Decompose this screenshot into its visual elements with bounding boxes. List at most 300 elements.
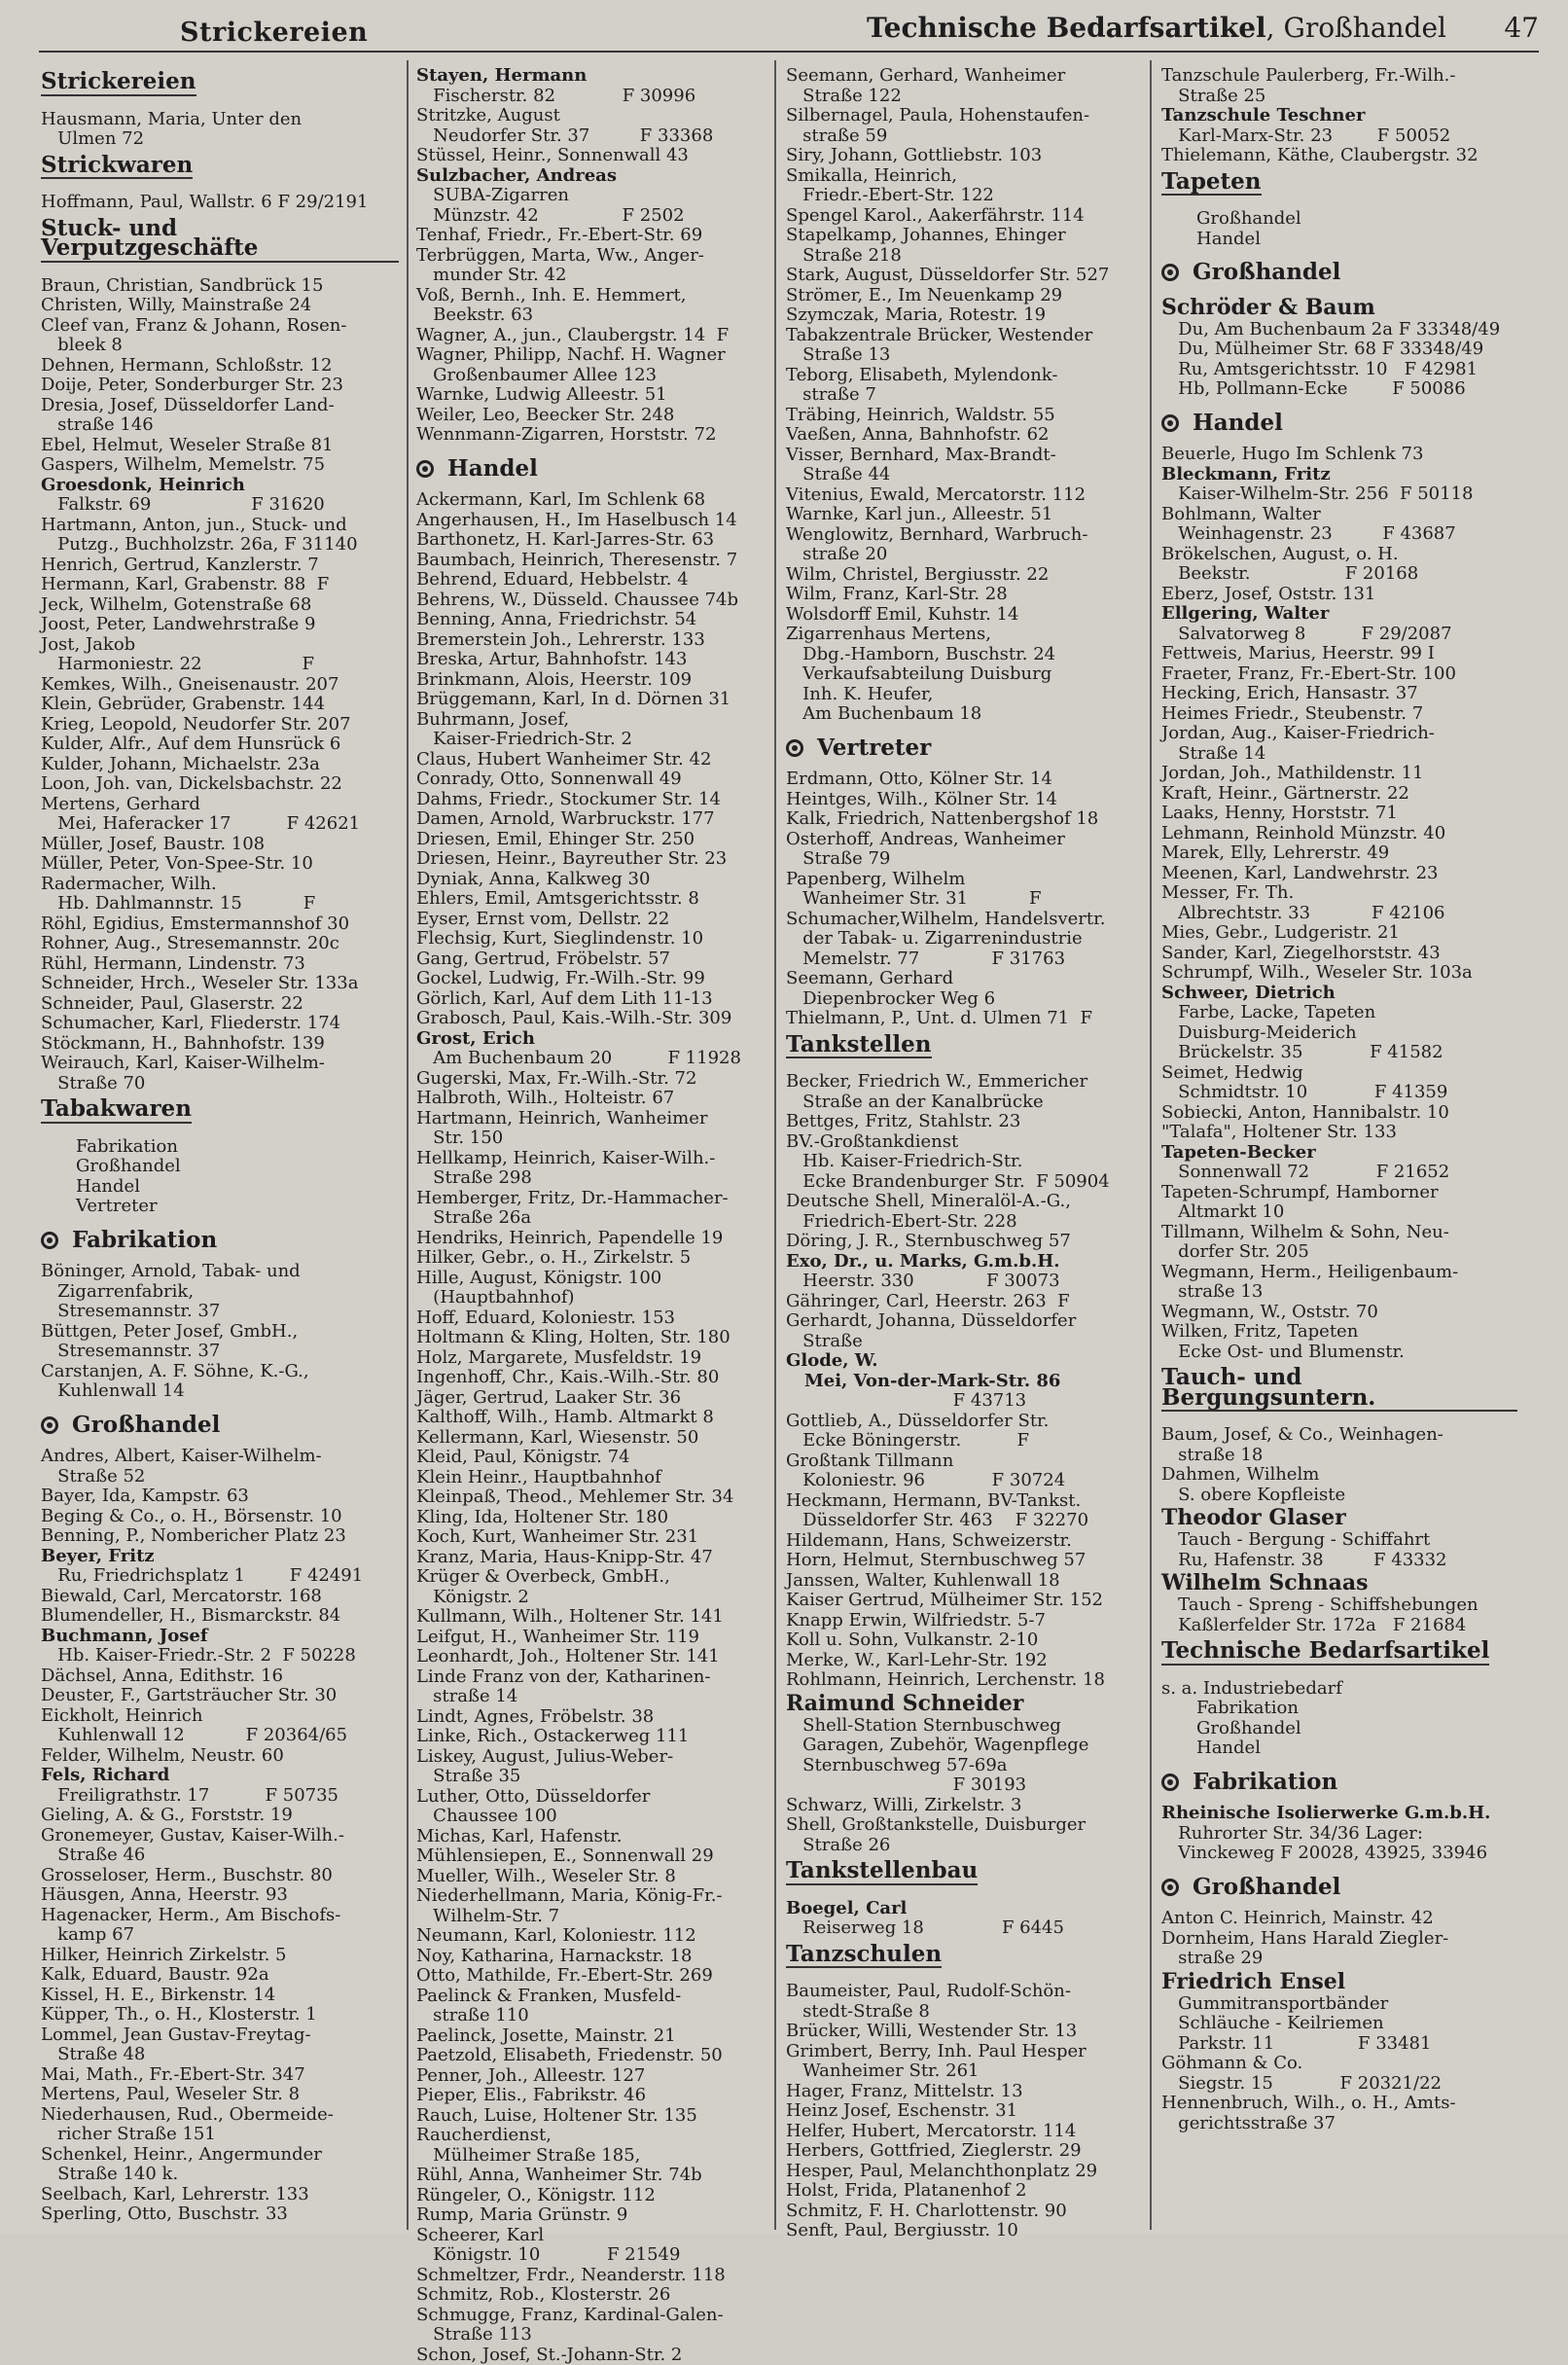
page-number: 47 — [1504, 12, 1539, 44]
subsection-label: Großhandel — [1193, 263, 1340, 283]
directory-entry: Tapeten-Becker — [1161, 1143, 1517, 1164]
directory-entry: Ehlers, Emil, Amtsgerichtsstr. 8 — [416, 889, 768, 910]
directory-entry: Schneider, Hrch., Weseler Str. 133a — [41, 974, 399, 994]
directory-entry: Leifgut, H., Wanheimer Str. 119 — [416, 1628, 768, 1648]
directory-entry: Heckmann, Hermann, BV-Tankst. Düsseldorfer Str. 463 F 32270 — [786, 1491, 1144, 1531]
directory-entry: Senft, Paul, Bergiusstr. 10 — [786, 2221, 1144, 2241]
directory-entry: Döring, J. R., Sternbuschweg 57 — [786, 1232, 1144, 1252]
directory-entry: Rüngeler, O., Königstr. 112 — [416, 2186, 768, 2206]
subsection-heading — [1161, 1773, 1517, 1793]
directory-entry: Marek, Elly, Lehrerstr. 49 — [1161, 843, 1517, 864]
directory-entry: Sonnenwall 72 F 21652 — [1161, 1163, 1517, 1183]
directory-entry: Brökelschen, August, o. H. Beekstr. F 20168 — [1161, 545, 1517, 585]
directory-entry: Wennmann-Zigarren, Horststr. 72 — [416, 425, 768, 446]
directory-entry: Tanzschule Paulerberg, Fr.-Wilh.- Straße 25 — [1161, 66, 1517, 106]
directory-entry: Shell-Station Sternbuschweg Garagen, Zubehör, Wagenpflege Sternbuschweg 57-69a F 30193 — [786, 1716, 1144, 1796]
directory-entry: Stüssel, Heinr., Sonnenwall 43 — [416, 146, 768, 166]
directory-entry: Dyniak, Anna, Kalkweg 30 — [416, 870, 768, 890]
directory-entry: Stapelkamp, Johannes, Ehinger Straße 218 — [786, 226, 1144, 266]
directory-entry: Warnke, Karl jun., Alleestr. 51 — [786, 505, 1144, 525]
directory-entry: Halbroth, Wilh., Holteistr. 67 — [416, 1089, 768, 1109]
directory-entry: Wolsdorff Emil, Kuhstr. 14 — [786, 605, 1144, 626]
category-list: Fabrikation Großhandel Handel Vertreter — [41, 1137, 399, 1217]
directory-entry: Stritzke, August Neudorfer Str. 37 F 33368 — [416, 106, 768, 146]
column-divider — [1150, 60, 1152, 2230]
directory-entry: Kalk, Eduard, Baustr. 92a — [41, 1965, 399, 1986]
directory-entry: Herbers, Gottfried, Zieglerstr. 29 — [786, 2141, 1144, 2162]
directory-entry: Conrady, Otto, Sonnenwall 49 — [416, 770, 768, 790]
directory-entry: Müller, Josef, Baustr. 108 — [41, 835, 399, 855]
directory-entry: Farbe, Lacke, Tapeten Duisburg-Meiderich Brückelstr. 35 F 41582 — [1161, 1003, 1517, 1063]
circle-dot-icon — [416, 460, 434, 478]
page-header — [39, 8, 1539, 53]
directory-entry: Felder, Wilhelm, Neustr. 60 — [41, 1746, 399, 1767]
directory-entry: Terbrüggen, Marta, Ww., Anger- munder Str. 42 — [416, 246, 768, 286]
section-heading-row — [1161, 1362, 1517, 1425]
directory-entry: Driesen, Heinr., Bayreuther Str. 23 — [416, 849, 768, 870]
section-heading-row — [786, 1855, 1144, 1899]
directory-entry: Glode, W. Mei, Von-der-Mark-Str. 86 — [786, 1351, 1144, 1391]
directory-entry: Tanzschule Teschner — [1161, 106, 1517, 126]
directory-entry: Ellgering, Walter — [1161, 604, 1517, 625]
directory-entry: Rohner, Aug., Stresemannstr. 20c — [41, 934, 399, 954]
directory-entry: Driesen, Emil, Ehinger Str. 250 — [416, 830, 768, 850]
section-heading: Tankstellen — [786, 1035, 932, 1059]
directory-entry: Friedrich Ensel — [1161, 1969, 1517, 1994]
directory-entry: Horn, Helmut, Sternbuschweg 57 — [786, 1551, 1144, 1571]
directory-entry: Niederhellmann, Maria, König-Fr.- Wilhelm-Str. 7 — [416, 1886, 768, 1926]
circle-dot-icon — [41, 1416, 58, 1434]
section-heading-row — [41, 213, 399, 276]
directory-entry: Am Buchenbaum 20 F 11928 — [416, 1049, 768, 1069]
directory-entry: Fraeter, Franz, Fr.-Ebert-Str. 100 — [1161, 664, 1517, 685]
directory-entry: Großtank Tillmann Koloniestr. 96 F 30724 — [786, 1451, 1144, 1491]
directory-entry: Michas, Karl, Hafenstr. — [416, 1827, 768, 1847]
directory-entry: Bremerstein Joh., Lehrerstr. 133 — [416, 630, 768, 651]
directory-entry: Schweer, Dietrich — [1161, 984, 1517, 1004]
directory-entry: Biewald, Carl, Mercatorstr. 168 — [41, 1587, 399, 1607]
directory-entry: Carstanjen, A. F. Söhne, K.-G., Kuhlenwall 14 — [41, 1362, 399, 1402]
directory-entry: Eyser, Ernst vom, Dellstr. 22 — [416, 910, 768, 930]
directory-entry: Wegmann, Herm., Heiligenbaum- straße 13 — [1161, 1263, 1517, 1303]
directory-entry: Papenberg, Wilhelm Wanheimer Str. 31 F — [786, 870, 1144, 910]
section-heading-row — [41, 150, 399, 194]
circle-dot-icon — [1161, 264, 1179, 281]
column-2 — [416, 66, 768, 2228]
directory-entry: Flechsig, Kurt, Sieglindenstr. 10 — [416, 929, 768, 950]
subsection-label: Großhandel — [72, 1415, 220, 1436]
directory-entry: Deutsche Shell, Mineralöl-A.-G., Friedrich-Ebert-Str. 228 — [786, 1192, 1144, 1232]
directory-entry: Eberz, Josef, Oststr. 131 — [1161, 585, 1517, 605]
directory-entry: Erdmann, Otto, Kölner Str. 14 — [786, 770, 1144, 790]
circle-dot-icon — [786, 739, 803, 757]
directory-entry: Neumann, Karl, Koloniestr. 112 — [416, 1926, 768, 1947]
directory-entry: Weirauch, Karl, Kaiser-Wilhelm- Straße 70 — [41, 1054, 399, 1093]
directory-entry: Cleef van, Franz & Johann, Rosen- bleek 8 — [41, 316, 399, 356]
directory-entry: Seimet, Hedwig Schmidtstr. 10 F 41359 — [1161, 1063, 1517, 1103]
directory-entry: Hb, Pollmann-Ecke F 50086 — [1161, 379, 1517, 400]
directory-entry: Theodor Glaser — [1161, 1505, 1517, 1530]
directory-entry: Hendriks, Heinrich, Papendelle 19 — [416, 1229, 768, 1249]
directory-entry: Tabakzentrale Brücker, Westender Straße 13 — [786, 326, 1144, 366]
directory-entry: Schmitz, Rob., Klosterstr. 26 — [416, 2285, 768, 2306]
subsection-heading — [786, 738, 1144, 759]
directory-entry: Linde Franz von der, Katharinen- straße 14 — [416, 1667, 768, 1707]
directory-entry: Exo, Dr., u. Marks, G.m.b.H. — [786, 1252, 1144, 1272]
directory-entry: Hilker, Heinrich Zirkelstr. 5 — [41, 1946, 399, 1966]
directory-entry: Koll u. Sohn, Vulkanstr. 2-10 — [786, 1630, 1144, 1651]
directory-entry: Mueller, Wilh., Weseler Str. 8 — [416, 1867, 768, 1887]
directory-entry: Tauch - Spreng - Schiffshebungen Kaßlerfelder Str. 172a F 21684 — [1161, 1595, 1517, 1635]
directory-entry: Thielmann, P., Unt. d. Ulmen 71 F — [786, 1009, 1144, 1029]
directory-entry: Fischerstr. 82 F 30996 — [416, 87, 768, 107]
directory-entry: Schmitz, F. H. Charlottenstr. 90 — [786, 2202, 1144, 2222]
directory-entry: Leonhardt, Joh., Holtener Str. 141 — [416, 1647, 768, 1667]
directory-entry: Hildemann, Hans, Schweizerstr. — [786, 1531, 1144, 1552]
directory-entry: Doije, Peter, Sonderburger Str. 23 — [41, 376, 399, 396]
directory-entry: Kraft, Heinr., Gärtnerstr. 22 — [1161, 784, 1517, 805]
subsection-label: Vertreter — [817, 738, 931, 759]
directory-entry: Jost, Jakob Harmoniestr. 22 F — [41, 635, 399, 675]
directory-entry: Jordan, Aug., Kaiser-Friedrich- Straße 14 — [1161, 724, 1517, 764]
directory-entry: Liskey, August, Julius-Weber- Straße 35 — [416, 1747, 768, 1787]
directory-entry: Fettweis, Marius, Heerstr. 99 I — [1161, 644, 1517, 664]
directory-entry: Rheinische Isolierwerke G.m.b.H. — [1161, 1804, 1517, 1824]
directory-entry: Schröder & Baum — [1161, 295, 1517, 320]
directory-entry: Kalthoff, Wilh., Hamb. Altmarkt 8 — [416, 1408, 768, 1428]
section-heading: Stuck- und Verputzgeschäfte — [41, 219, 399, 263]
directory-entry: Hartmann, Anton, jun., Stuck- und Putzg., Buchholzstr. 26a, F 31140 — [41, 516, 399, 555]
directory-entry: Heimes Friedr., Steubenstr. 7 — [1161, 704, 1517, 725]
directory-entry: Hemberger, Fritz, Dr.-Hammacher- Straße 26a — [416, 1189, 768, 1229]
directory-entry: Spengel Karol., Aakerfährstr. 114 — [786, 206, 1144, 227]
directory-entry: Dahmen, Wilhelm S. obere Kopfleiste — [1161, 1465, 1517, 1505]
directory-entry: Grimbert, Berry, Inh. Paul Hesper Wanheimer Str. 261 — [786, 2042, 1144, 2082]
subsection-heading — [1161, 413, 1517, 434]
directory-entry: Radermacher, Wilh. Hb. Dahlmannstr. 15 F — [41, 875, 399, 914]
directory-entry: Karl-Marx-Str. 23 F 50052 — [1161, 126, 1517, 147]
column-3 — [786, 66, 1144, 2228]
directory-entry: Anton C. Heinrich, Mainstr. 42 — [1161, 1909, 1517, 1929]
directory-entry: Gugerski, Max, Fr.-Wilh.-Str. 72 — [416, 1069, 768, 1090]
subsection-label: Großhandel — [1193, 1878, 1340, 1898]
directory-entry: Hausmann, Maria, Unter den Ulmen 72 — [41, 110, 399, 150]
directory-entry: Stayen, Hermann — [416, 66, 768, 87]
directory-entry: Gang, Gertrud, Fröbelstr. 57 — [416, 950, 768, 970]
directory-entry: Mai, Math., Fr.-Ebert-Str. 347 — [41, 2065, 399, 2086]
circle-dot-icon — [1161, 414, 1179, 432]
subsection-label: Fabrikation — [72, 1231, 217, 1251]
directory-entry: Heerstr. 330 F 30073 — [786, 1272, 1144, 1292]
directory-entry: Wilm, Franz, Karl-Str. 28 — [786, 585, 1144, 605]
directory-entry: Brinkmann, Alois, Heerstr. 109 — [416, 670, 768, 691]
directory-entry: Kalk, Friedrich, Nattenbergshof 18 — [786, 809, 1144, 830]
header-left-title: Strickereien — [180, 18, 368, 48]
directory-entry: Blumendeller, H., Bismarckstr. 84 — [41, 1606, 399, 1627]
directory-entry: Gummitransportbänder Schläuche - Keilriemen Parkstr. 11 F 33481 — [1161, 1994, 1517, 2055]
directory-entry: Gerhardt, Johanna, Düsseldorfer Straße — [786, 1311, 1144, 1351]
directory-entry: Schmugge, Franz, Kardinal-Galen- Straße 113 — [416, 2306, 768, 2346]
directory-entry: Sobiecki, Anton, Hannibalstr. 10 — [1161, 1103, 1517, 1124]
directory-entry: Breska, Artur, Bahnhofstr. 143 — [416, 650, 768, 670]
directory-entry: Hoffmann, Paul, Wallstr. 6 F 29/2191 — [41, 193, 399, 213]
directory-entry: Paetzold, Elisabeth, Friedenstr. 50 — [416, 2046, 768, 2066]
directory-entry: Hoff, Eduard, Koloniestr. 153 — [416, 1308, 768, 1329]
directory-entry: Hille, August, Königstr. 100 (Hauptbahnhof) — [416, 1269, 768, 1308]
column-divider — [407, 60, 409, 2230]
directory-entry: Hager, Franz, Mittelstr. 13 — [786, 2082, 1144, 2102]
directory-entry: Siry, Johann, Gottliebstr. 103 — [786, 146, 1144, 166]
directory-entry: Beuerle, Hugo Im Schlenk 73 — [1161, 445, 1517, 465]
subsection-heading — [41, 1415, 399, 1436]
directory-entry: Brücker, Willi, Westender Str. 13 — [786, 2022, 1144, 2042]
directory-entry: Henrich, Gertrud, Kanzlerstr. 7 — [41, 555, 399, 576]
directory-entry: Grost, Erich — [416, 1029, 768, 1050]
directory-entry: Zigarrenhaus Mertens, Dbg.-Hamborn, Buschstr. 24 Verkaufsabteilung Duisburg Inh. K. Heufer, Am Buchenbaum 18 — [786, 625, 1144, 725]
directory-entry: Behrend, Eduard, Hebbelstr. 4 — [416, 570, 768, 591]
directory-entry: "Talafa", Holtener Str. 133 — [1161, 1123, 1517, 1143]
directory-entry: Rump, Maria Grünstr. 9 — [416, 2205, 768, 2226]
directory-entry: Heintges, Wilh., Kölner Str. 14 — [786, 790, 1144, 810]
directory-entry: Du, Am Buchenbaum 2a F 33348/49 — [1161, 320, 1517, 340]
directory-entry: Müller, Peter, Von-Spee-Str. 10 — [41, 854, 399, 875]
section-heading-row — [41, 1093, 399, 1137]
directory-entry: Kulder, Alfr., Auf dem Hunsrück 6 — [41, 735, 399, 755]
directory-entry: Jeck, Wilhelm, Gotenstraße 68 — [41, 595, 399, 616]
directory-entry: Raucherdienst, Mülheimer Straße 185, — [416, 2126, 768, 2166]
directory-entry: Wilken, Fritz, Tapeten Ecke Ost- und Blumenstr. — [1161, 1322, 1517, 1362]
section-heading-row — [786, 1029, 1144, 1073]
directory-entry: Rauch, Luise, Holtener Str. 135 — [416, 2106, 768, 2127]
directory-entry: Deuster, F., Gartsträucher Str. 30 — [41, 1686, 399, 1706]
directory-entry: Jäger, Gertrud, Laaker Str. 36 — [416, 1388, 768, 1409]
directory-entry: Laaks, Henny, Horststr. 71 — [1161, 804, 1517, 824]
directory-entry: Ru, Amtsgerichtsstr. 10 F 42981 — [1161, 360, 1517, 380]
directory-entry: Kissel, H. E., Birkenstr. 14 — [41, 1986, 399, 2006]
directory-entry: Reiserweg 18 F 6445 — [786, 1918, 1144, 1939]
directory-entry: Lommel, Jean Gustav-Freytag- Straße 48 — [41, 2025, 399, 2065]
directory-entry: Behrens, W., Düsseld. Chaussee 74b — [416, 591, 768, 611]
directory-entry: Tauch - Bergung - Schiffahrt Ru, Hafenstr. 38 F 43332 — [1161, 1530, 1517, 1570]
directory-entry: Gronemeyer, Gustav, Kaiser-Wilh.- Straße 46 — [41, 1826, 399, 1866]
directory-entry: Shell, Großtankstelle, Duisburger Straße 26 — [786, 1815, 1144, 1855]
column-divider — [774, 60, 776, 2230]
directory-entry: Raimund Schneider — [786, 1691, 1144, 1716]
header-right-rest: , Großhandel — [1266, 12, 1446, 44]
directory-entry: Gottlieb, A., Düsseldorfer Str. Ecke Böningerstr. F — [786, 1412, 1144, 1451]
directory-entry: Pieper, Elis., Fabrikstr. 46 — [416, 2086, 768, 2106]
directory-entry: Kranz, Maria, Haus-Knipp-Str. 47 — [416, 1548, 768, 1568]
directory-entry: Mertens, Paul, Weseler Str. 8 — [41, 2085, 399, 2105]
directory-entry: Holst, Frida, Platanenhof 2 — [786, 2181, 1144, 2202]
directory-entry: Tenhaf, Friedr., Fr.-Ebert-Str. 69 — [416, 226, 768, 246]
directory-entry: Benning, Anna, Friedrichstr. 54 — [416, 610, 768, 630]
directory-entry: Visser, Bernhard, Max-Brandt- Straße 44 — [786, 446, 1144, 485]
directory-entry: Andres, Albert, Kaiser-Wilhelm- Straße 52 — [41, 1447, 399, 1487]
directory-entry: Joost, Peter, Landwehrstraße 9 — [41, 615, 399, 635]
directory-entry: Kaiser-Wilhelm-Str. 256 F 50118 — [1161, 484, 1517, 505]
directory-entry: Eickholt, Heinrich Kuhlenwall 12 F 20364/65 — [41, 1706, 399, 1746]
directory-entry: Niederhausen, Rud., Obermeide- richer Straße 151 — [41, 2105, 399, 2145]
directory-entry: Messer, Fr. Th. Albrechtstr. 33 F 42106 — [1161, 883, 1517, 923]
directory-entry: Stöckmann, H., Bahnhofstr. 139 — [41, 1034, 399, 1055]
directory-entry: Ruhrorter Str. 34/36 Lager: Vinckeweg F 20028, 43925, 33946 — [1161, 1824, 1517, 1864]
directory-entry: Baumeister, Paul, Rudolf-Schön- stedt-Straße 8 — [786, 1982, 1144, 2022]
directory-entry: Groesdonk, Heinrich — [41, 476, 399, 496]
directory-entry: Stark, August, Düsseldorfer Str. 527 — [786, 266, 1144, 286]
column-1 — [41, 66, 399, 2228]
directory-entry: Schon, Josef, St.-Johann-Str. 2 — [416, 2346, 768, 2365]
directory-entry: Strömer, E., Im Neuenkamp 29 — [786, 286, 1144, 306]
directory-entry: Scheerer, Karl Königstr. 10 F 21549 — [416, 2226, 768, 2266]
directory-entry: Janssen, Walter, Kuhlenwall 18 — [786, 1571, 1144, 1592]
section-heading-row — [1161, 166, 1517, 210]
directory-entry: Schumacher, Karl, Fliederstr. 174 — [41, 1014, 399, 1034]
section-heading: Technische Bedarfsartikel — [1161, 1641, 1489, 1666]
directory-entry: Penner, Joh., Alleestr. 127 — [416, 2066, 768, 2087]
directory-entry: Buhrmann, Josef, Kaiser-Friedrich-Str. 2 — [416, 710, 768, 750]
directory-entry: Dresia, Josef, Düsseldorfer Land- straße 146 — [41, 396, 399, 436]
directory-entry: F 43713 — [786, 1391, 1144, 1412]
directory-entry: Göhmann & Co. Siegstr. 15 F 20321/22 — [1161, 2054, 1517, 2094]
directory-entry: Bleckmann, Fritz — [1161, 465, 1517, 485]
directory-entry: Büttgen, Peter Josef, GmbH., Stresemannstr. 37 — [41, 1322, 399, 1362]
directory-entry: Hilker, Gebr., o. H., Zirkelstr. 5 — [416, 1248, 768, 1269]
directory-entry: SUBA-Zigarren Münzstr. 42 F 2502 — [416, 186, 768, 226]
section-heading: Tanzschulen — [786, 1945, 942, 1969]
directory-entry: Bettges, Fritz, Stahlstr. 23 — [786, 1112, 1144, 1132]
directory-entry: Luther, Otto, Düsseldorfer Chaussee 100 — [416, 1787, 768, 1827]
directory-entry: Buchmann, Josef — [41, 1627, 399, 1647]
directory-entry: Holtmann & Kling, Holten, Str. 180 — [416, 1328, 768, 1348]
directory-entry: Wagner, A., jun., Claubergstr. 14 F — [416, 326, 768, 346]
directory-entry: BV.-Großtankdienst Hb. Kaiser-Friedrich-Str. Ecke Brandenburger Str. F 50904 — [786, 1132, 1144, 1193]
directory-entry: Weiler, Leo, Beecker Str. 248 — [416, 406, 768, 426]
directory-entry: Klein Heinr., Hauptbahnhof — [416, 1468, 768, 1488]
directory-entry: Teborg, Elisabeth, Mylendonk- straße 7 — [786, 366, 1144, 406]
directory-entry: Sulzbacher, Andreas — [416, 166, 768, 187]
directory-entry: Seemann, Gerhard, Wanheimer Straße 122 — [786, 66, 1144, 106]
directory-entry: Böninger, Arnold, Tabak- und Zigarrenfabrik, Stresemannstr. 37 — [41, 1262, 399, 1322]
directory-entry: Schneider, Paul, Glaserstr. 22 — [41, 994, 399, 1015]
directory-entry: Knapp Erwin, Wilfriedstr. 5-7 — [786, 1611, 1144, 1631]
directory-entry: Krieg, Leopold, Neudorfer Str. 207 — [41, 715, 399, 735]
directory-entry: Hellkamp, Heinrich, Kaiser-Wilh.- Straße 298 — [416, 1149, 768, 1189]
section-heading: Tauch- und Bergungsuntern. — [1161, 1368, 1517, 1412]
directory-entry: Schumacher,Wilhelm, Handelsvertr. der Tabak- u. Zigarrenindustrie Memelstr. 77 F 31763 — [786, 910, 1144, 970]
directory-entry: Grabosch, Paul, Kais.-Wilh.-Str. 309 — [416, 1009, 768, 1029]
section-heading: Tapeten — [1161, 172, 1262, 197]
directory-entry: Grosseloser, Herm., Buschstr. 80 — [41, 1866, 399, 1886]
directory-entry: Träbing, Heinrich, Waldstr. 55 — [786, 406, 1144, 426]
subsection-heading — [416, 459, 768, 480]
directory-entry: Smikalla, Heinrich, Friedr.-Ebert-Str. 122 — [786, 166, 1144, 206]
directory-entry: Dornheim, Hans Harald Ziegler- straße 29 — [1161, 1929, 1517, 1969]
directory-entry: Hb. Kaiser-Friedr.-Str. 2 F 50228 — [41, 1646, 399, 1666]
directory-entry: Kulder, Johann, Michaelstr. 23a — [41, 755, 399, 775]
directory-entry: Lindt, Agnes, Fröbelstr. 38 — [416, 1707, 768, 1728]
directory-entry: Meenen, Karl, Landwehrstr. 23 — [1161, 864, 1517, 884]
directory-entry: Ru, Friedrichsplatz 1 F 42491 — [41, 1566, 399, 1587]
section-heading-row — [1161, 1635, 1517, 1679]
circle-dot-icon — [41, 1232, 58, 1249]
header-right-bold: Technische Bedarfsartikel — [867, 12, 1266, 44]
directory-entry: Küpper, Th., o. H., Klosterstr. 1 — [41, 2005, 399, 2025]
directory-entry: Seelbach, Karl, Lehrerstr. 133 — [41, 2185, 399, 2205]
section-heading-row — [41, 66, 399, 110]
directory-entry: Kaiser Gertrud, Mülheimer Str. 152 — [786, 1591, 1144, 1611]
directory-entry: Rohlmann, Heinrich, Lerchenstr. 18 — [786, 1670, 1144, 1691]
directory-entry: Koch, Kurt, Wanheimer Str. 231 — [416, 1527, 768, 1548]
subsection-label: Handel — [447, 459, 538, 480]
directory-entry: Görlich, Karl, Auf dem Lith 11-13 — [416, 989, 768, 1010]
directory-entry: Hecking, Erich, Hansastr. 37 — [1161, 684, 1517, 704]
directory-entry: Kling, Ida, Holtener Str. 180 — [416, 1508, 768, 1528]
directory-entry: Wagner, Philipp, Nachf. H. Wagner Großenbaumer Allee 123 — [416, 345, 768, 385]
directory-entry: Gockel, Ludwig, Fr.-Wilh.-Str. 99 — [416, 969, 768, 989]
directory-entry: Baumbach, Heinrich, Theresenstr. 7 — [416, 551, 768, 571]
directory-entry: Dahms, Friedr., Stockumer Str. 14 — [416, 790, 768, 810]
directory-entry: Sander, Karl, Ziegelhorststr. 43 — [1161, 944, 1517, 964]
directory-entry: Hesper, Paul, Melanchthonplatz 29 — [786, 2162, 1144, 2182]
directory-entry: Otto, Mathilde, Fr.-Ebert-Str. 269 — [416, 1966, 768, 1987]
directory-entry: Kullmann, Wilh., Holtener Str. 141 — [416, 1607, 768, 1628]
directory-entry: Kleid, Paul, Königstr. 74 — [416, 1448, 768, 1468]
directory-entry: Röhl, Egidius, Emstermannshof 30 — [41, 914, 399, 935]
directory-entry: Loon, Joh. van, Dickelsbachstr. 22 — [41, 774, 399, 795]
directory-entry: Heinz Josef, Eschenstr. 31 — [786, 2101, 1144, 2122]
directory-entry: Fels, Richard — [41, 1766, 399, 1786]
subsection-heading — [1161, 263, 1517, 283]
directory-entry: Boegel, Carl — [786, 1899, 1144, 1919]
directory-entry: Voß, Bernh., Inh. E. Hemmert, Beekstr. 63 — [416, 286, 768, 326]
directory-entry: Häusgen, Anna, Heerstr. 93 — [41, 1885, 399, 1906]
directory-entry: Paelinck & Franken, Musfeld- straße 110 — [416, 1987, 768, 2026]
directory-entry: Rühl, Anna, Wanheimer Str. 74b — [416, 2166, 768, 2186]
directory-entry: Gieling, A. & G., Forststr. 19 — [41, 1806, 399, 1826]
section-heading: Strickwaren — [41, 156, 193, 180]
directory-entry: Merke, W., Karl-Lehr-Str. 192 — [786, 1651, 1144, 1671]
directory-entry: Gaspers, Wilhelm, Memelstr. 75 — [41, 455, 399, 476]
directory-entry: Warnke, Ludwig Alleestr. 51 — [416, 385, 768, 406]
directory-entry: Hennenbruch, Wilh., o. H., Amts- gerichtsstraße 37 — [1161, 2094, 1517, 2133]
directory-entry: Baum, Josef, & Co., Weinhagen- straße 18 — [1161, 1425, 1517, 1465]
directory-entry: Lehmann, Reinhold Münzstr. 40 — [1161, 824, 1517, 844]
directory-entry: Kemkes, Wilh., Gneisenaustr. 207 — [41, 675, 399, 696]
directory-entry: Ebel, Helmut, Weseler Straße 81 — [41, 436, 399, 456]
directory-entry: Sperling, Otto, Buschstr. 33 — [41, 2204, 399, 2225]
directory-entry: Hagenacker, Herm., Am Bischofs- kamp 67 — [41, 1906, 399, 1946]
directory-entry: Damen, Arnold, Warbruckstr. 177 — [416, 809, 768, 830]
directory-entry: Schmeltzer, Frdr., Neanderstr. 118 — [416, 2266, 768, 2286]
directory-entry: Vitenius, Ewald, Mercatorstr. 112 — [786, 485, 1144, 506]
subsection-label: Fabrikation — [1193, 1773, 1337, 1793]
subsection-label: Handel — [1193, 413, 1283, 434]
directory-entry: Tillmann, Wilhelm & Sohn, Neu- dorfer Str. 205 — [1161, 1223, 1517, 1263]
directory-entry: Klein, Gebrüder, Grabenstr. 144 — [41, 695, 399, 715]
directory-entry: Bayer, Ida, Kampstr. 63 — [41, 1487, 399, 1507]
directory-entry: Krüger & Overbeck, GmbH., Königstr. 2 — [416, 1567, 768, 1607]
directory-entry: Freiligrathstr. 17 F 50735 — [41, 1786, 399, 1807]
header-right-title — [867, 12, 1446, 44]
directory-entry: Holz, Margarete, Musfeldstr. 19 — [416, 1348, 768, 1369]
directory-entry: Kellermann, Karl, Wiesenstr. 50 — [416, 1428, 768, 1449]
directory-entry: Linke, Rich., Ostackerweg 111 — [416, 1727, 768, 1747]
directory-entry: Ackermann, Karl, Im Schlenk 68 — [416, 490, 768, 511]
directory-entry: Seemann, Gerhard Diepenbrocker Weg 6 — [786, 969, 1144, 1009]
section-heading: Tabakwaren — [41, 1099, 192, 1124]
directory-entry: Mühlensiepen, E., Sonnenwall 29 — [416, 1846, 768, 1867]
